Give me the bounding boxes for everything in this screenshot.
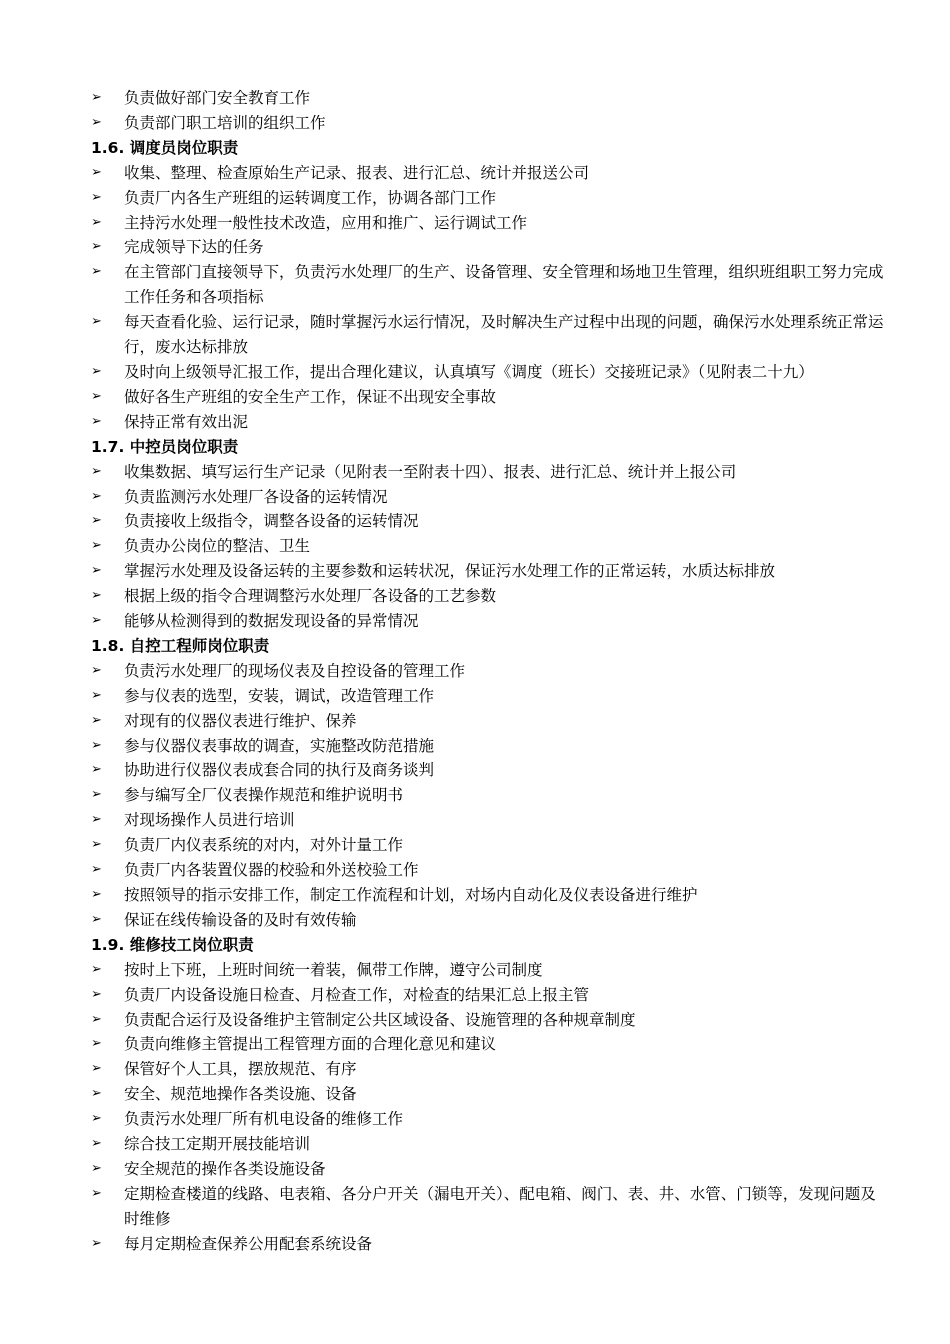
list-item-text: 做好各生产班组的安全生产工作，保证不出现安全事故 [124, 387, 497, 406]
arrow-bullet-icon: ➢ [91, 662, 102, 678]
arrow-bullet-icon: ➢ [91, 1136, 102, 1152]
list-item-text: 负责污水处理厂的现场仪表及自控设备的管理工作 [124, 661, 466, 680]
list-item-text: 保持正常有效出泥 [124, 412, 249, 431]
list-item [0, 1132, 950, 1157]
list-item [0, 1057, 950, 1082]
list-item [0, 186, 950, 211]
list-item [0, 808, 950, 833]
arrow-bullet-icon: ➢ [91, 837, 102, 853]
list-item [0, 659, 950, 684]
arrow-bullet-icon: ➢ [91, 463, 102, 479]
list-item [0, 235, 950, 260]
list-item [0, 983, 950, 1008]
list-item-text: 掌握污水处理及设备运转的主要参数和运转状况，保证污水处理工作的正常运转，水质达标排放 [124, 562, 776, 581]
list-item-text: 负责厂内设备设施日检查、月检查工作，对检查的结果汇总上报主管 [124, 985, 590, 1004]
list-item [0, 584, 950, 609]
arrow-bullet-icon: ➢ [91, 264, 102, 280]
arrow-bullet-icon: ➢ [91, 164, 102, 180]
arrow-bullet-icon: ➢ [91, 1011, 102, 1027]
list-item [0, 684, 950, 709]
list-item-text: 负责监测污水处理厂各设备的运转情况 [124, 487, 388, 506]
arrow-bullet-icon: ➢ [91, 588, 102, 604]
list-item [0, 1232, 950, 1257]
arrow-bullet-icon: ➢ [91, 513, 102, 529]
list-item-text: 负责部门职工培训的组织工作 [124, 113, 326, 132]
arrow-bullet-icon: ➢ [91, 961, 102, 977]
list-item-text: 在主管部门直接领导下，负责污水处理厂的生产、设备管理、安全管理和场地卫生管理，组织班组职工努力完成工作任务和各项指标 [124, 263, 884, 307]
list-item [0, 758, 950, 783]
list-item-text: 负责污水处理厂所有机电设备的维修工作 [124, 1110, 404, 1129]
arrow-bullet-icon: ➢ [91, 314, 102, 330]
arrow-bullet-icon: ➢ [91, 214, 102, 230]
list-item-text: 综合技工定期开展技能培训 [124, 1135, 311, 1154]
list-item [0, 460, 950, 485]
arrow-bullet-icon: ➢ [91, 762, 102, 778]
arrow-bullet-icon: ➢ [91, 737, 102, 753]
list-item-text: 完成领导下达的任务 [124, 238, 264, 257]
list-item-text: 协助进行仪器仪表成套合同的执行及商务谈判 [124, 761, 435, 780]
list-item [0, 410, 950, 435]
list-item [0, 958, 950, 983]
list-item [0, 534, 950, 559]
arrow-bullet-icon: ➢ [91, 986, 102, 1002]
section-heading: 1.7. 中控员岗位职责 [91, 437, 239, 456]
list-item [0, 1182, 950, 1232]
list-item-text: 对现场操作人员进行培训 [124, 811, 295, 830]
list-item-text: 按照领导的指示安排工作，制定工作流程和计划，对场内自动化及仪表设备进行维护 [124, 886, 698, 904]
list-item-text: 每月定期检查保养公用配套系统设备 [124, 1234, 373, 1253]
arrow-bullet-icon: ➢ [91, 1111, 102, 1127]
list-item [0, 609, 950, 634]
list-item-text: 参与仪器仪表事故的调查，实施整改防范措施 [124, 736, 435, 755]
arrow-bullet-icon: ➢ [91, 812, 102, 828]
list-item [0, 734, 950, 759]
list-item [0, 509, 950, 534]
list-item-text: 对现有的仪器仪表进行维护、保养 [124, 711, 357, 730]
arrow-bullet-icon: ➢ [91, 1160, 102, 1176]
arrow-bullet-icon: ➢ [91, 114, 102, 130]
list-item-text: 负责配合运行及设备维护主管制定公共区域设备、设施管理的各种规章制度 [124, 1010, 636, 1029]
section-heading: 1.9. 维修技工岗位职责 [91, 935, 254, 954]
list-item [0, 360, 950, 385]
arrow-bullet-icon: ➢ [91, 90, 102, 105]
list-item [0, 260, 950, 310]
arrow-bullet-icon: ➢ [91, 1086, 102, 1102]
arrow-bullet-icon: ➢ [91, 1061, 102, 1077]
list-item [0, 1032, 950, 1057]
list-item-text: 收集数据、填写运行生产记录（见附表一至附表十四）、报表、进行汇总、统计并上报公司 [124, 462, 737, 481]
list-item-text: 保管好个人工具，摆放规范、有序 [124, 1060, 357, 1079]
arrow-bullet-icon: ➢ [91, 189, 102, 205]
list-item [0, 833, 950, 858]
arrow-bullet-icon: ➢ [91, 613, 102, 629]
list-item [0, 1008, 950, 1033]
list-item-text: 主持污水处理一般性技术改造，应用和推广、运行调试工作 [124, 213, 528, 232]
list-item [0, 559, 950, 584]
arrow-bullet-icon: ➢ [91, 911, 102, 927]
arrow-bullet-icon: ➢ [91, 787, 102, 803]
list-item [0, 1082, 950, 1107]
list-item-text: 负责向维修主管提出工程管理方面的合理化意见和建议 [124, 1035, 497, 1054]
list-item [0, 310, 950, 360]
list-item-text: 收集、整理、检查原始生产记录、报表、进行汇总、统计并报送公司 [124, 163, 590, 182]
list-item-text: 定期检查楼道的线路、电表箱、各分户开关（漏电开关）、配电箱、阀门、表、井、水管、门锁等，发现问题及时维修 [124, 1184, 876, 1228]
arrow-bullet-icon: ➢ [91, 413, 102, 429]
list-item-text: 参与仪表的选型，安装，调试，改造管理工作 [124, 686, 435, 705]
list-item-text: 每天查看化验、运行记录，随时掌握污水运行情况，及时解决生产过程中出现的问题，确保污水处理系统正常运行，废水达标排放 [124, 313, 884, 357]
list-item [0, 883, 950, 908]
arrow-bullet-icon: ➢ [91, 488, 102, 504]
list-item-text: 保证在线传输设备的及时有效传输 [124, 910, 357, 929]
list-item-text: 负责办公岗位的整洁、卫生 [124, 537, 311, 556]
list-item [0, 161, 950, 186]
list-item [0, 86, 950, 111]
list-item [0, 709, 950, 734]
list-item-text: 参与编写全厂仪表操作规范和维护说明书 [124, 786, 404, 805]
arrow-bullet-icon: ➢ [91, 1235, 102, 1251]
arrow-bullet-icon: ➢ [91, 239, 102, 255]
list-item [0, 111, 950, 136]
arrow-bullet-icon: ➢ [91, 712, 102, 728]
section-heading: 1.8. 自控工程师岗位职责 [91, 636, 270, 655]
list-item-text: 负责厂内各生产班组的运转调度工作，协调各部门工作 [124, 188, 497, 207]
arrow-bullet-icon: ➢ [91, 1185, 102, 1201]
list-item [0, 1157, 950, 1182]
list-item-text: 负责做好部门安全教育工作 [124, 89, 311, 107]
arrow-bullet-icon: ➢ [91, 1036, 102, 1052]
arrow-bullet-icon: ➢ [91, 538, 102, 554]
arrow-bullet-icon: ➢ [91, 687, 102, 703]
arrow-bullet-icon: ➢ [91, 388, 102, 404]
list-item [0, 385, 950, 410]
arrow-bullet-icon: ➢ [91, 862, 102, 878]
list-item-text: 安全规范的操作各类设施设备 [124, 1159, 326, 1178]
list-item-text: 安全、规范地操作各类设施、设备 [124, 1085, 357, 1104]
list-item-text: 及时向上级领导汇报工作，提出合理化建议，认真填写《调度（班长）交接班记录》（见附表二十九） [124, 362, 814, 381]
list-item-text: 负责厂内仪表系统的对内，对外计量工作 [124, 836, 404, 855]
list-item-text: 按时上下班，上班时间统一着装，佩带工作牌，遵守公司制度 [124, 960, 543, 979]
list-item [0, 858, 950, 883]
arrow-bullet-icon: ➢ [91, 887, 102, 902]
list-item [0, 211, 950, 236]
section-heading: 1.6. 调度员岗位职责 [91, 138, 239, 157]
list-item-text: 能够从检测得到的数据发现设备的异常情况 [124, 612, 419, 631]
arrow-bullet-icon: ➢ [91, 363, 102, 379]
list-item-text: 根据上级的指令合理调整污水处理厂各设备的工艺参数 [124, 587, 497, 606]
list-item [0, 485, 950, 510]
list-item-text: 负责接收上级指令，调整各设备的运转情况 [124, 512, 419, 531]
list-item-text: 负责厂内各装置仪器的校验和外送校验工作 [124, 861, 419, 880]
arrow-bullet-icon: ➢ [91, 563, 102, 579]
list-item [0, 908, 950, 933]
list-item [0, 1107, 950, 1132]
list-item [0, 783, 950, 808]
document-page [0, 86, 950, 1257]
